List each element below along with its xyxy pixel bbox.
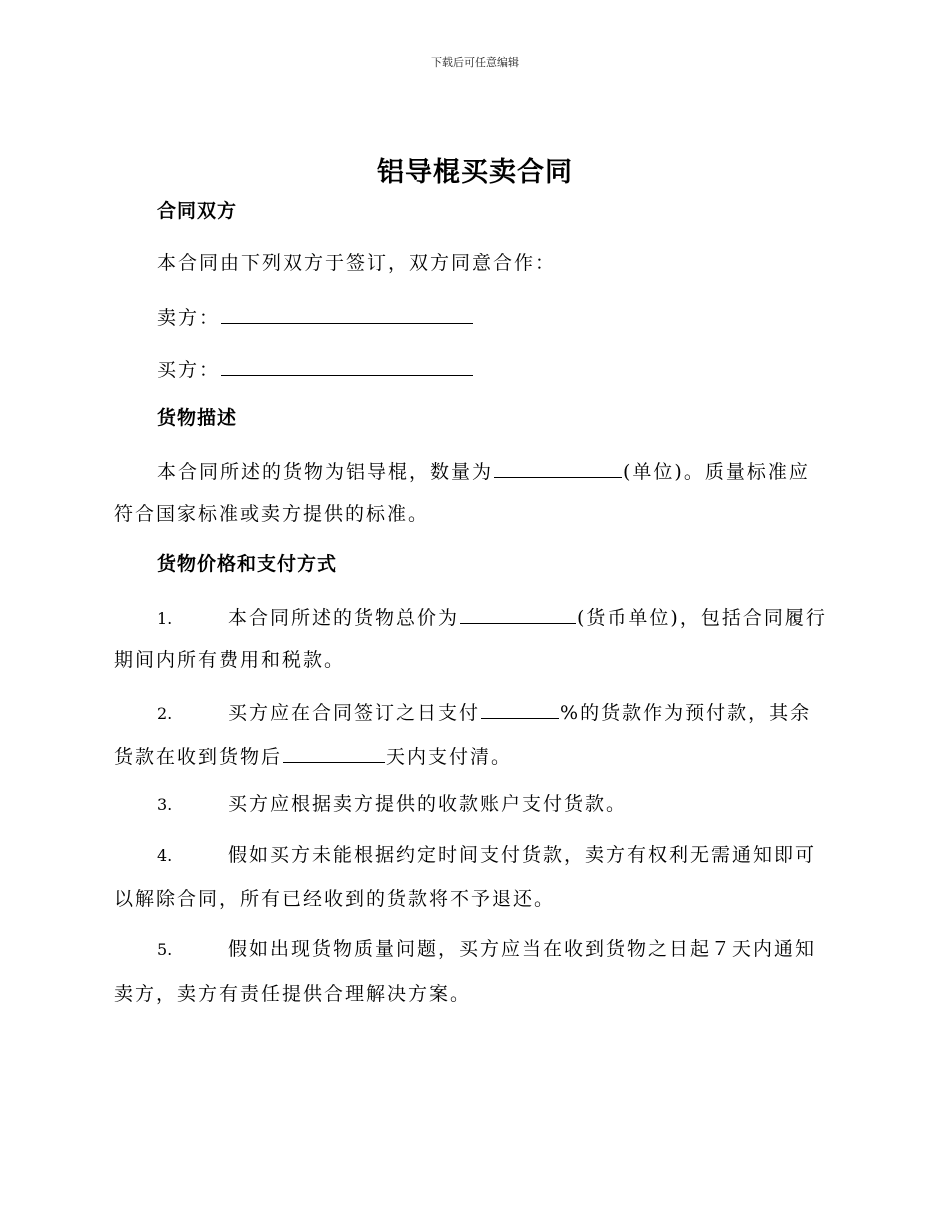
clause-text: 假如买方未能根据约定时间支付货款，卖方有权利无需通知即可 [228,844,817,866]
seller-blank [221,303,473,324]
clause-3 [114,792,879,817]
clause-text: %的货款作为预付款，其余 [560,702,812,724]
clause-text: 买方应根据卖方提供的收款账户支付货款。 [228,793,628,815]
goods-text-pre: 本合同所述的货物为铝导棍，数量为 [157,461,494,483]
clause-text: 本合同所述的货物总价为 [228,607,460,629]
document-title: 铝导棍买卖合同 [377,157,573,188]
clause-4 [114,843,879,868]
clause-2 [114,698,879,726]
section-heading-goods: 货物描述 [157,407,238,429]
parties-intro: 本合同由下列双方于签订，双方同意合作： [157,252,557,274]
clause-1 [114,603,879,631]
goods-line-2: 符合国家标准或卖方提供的标准。 [114,503,430,525]
clause-text: (货币单位)，包括合同履行 [577,607,827,629]
buyer-blank [221,355,473,376]
clause-text: 货款在收到货物后 [114,746,283,768]
clause-number: 4. [157,846,173,865]
seller-label: 卖方： [157,307,221,329]
seller-row [114,303,879,330]
clause-number: 2. [157,704,173,723]
clause-number: 5. [157,940,173,959]
goods-line-1 [114,457,879,484]
clause-text: 假如出现货物质量问题，买方应当在收到货物之日起７天内通知 [228,938,817,960]
quantity-blank [494,457,622,478]
header-note: 下载后可任意编辑 [431,56,519,69]
clause-5-cont: 卖方，卖方有责任提供合理解决方案。 [114,983,472,1005]
section-heading-parties: 合同双方 [157,200,238,222]
clause-number: 3. [157,795,173,814]
buyer-label: 买方： [157,359,221,381]
clause-1-cont: 期间内所有费用和税款。 [114,649,346,671]
buyer-row [114,355,879,382]
clause-number: 1. [157,609,173,628]
clause-text: 买方应在合同签订之日支付 [228,702,481,724]
clause-text: 天内支付清。 [386,746,513,768]
prepay-percent-blank [481,698,559,719]
clause-4-cont: 以解除合同，所有已经收到的货款将不予退还。 [114,888,556,910]
clause-5 [114,937,879,962]
section-heading-price: 货物价格和支付方式 [157,553,338,575]
days-blank [283,742,385,763]
goods-text-post: (单位)。质量标准应 [623,461,810,483]
total-price-blank [460,603,576,624]
clause-2-cont [114,742,836,769]
